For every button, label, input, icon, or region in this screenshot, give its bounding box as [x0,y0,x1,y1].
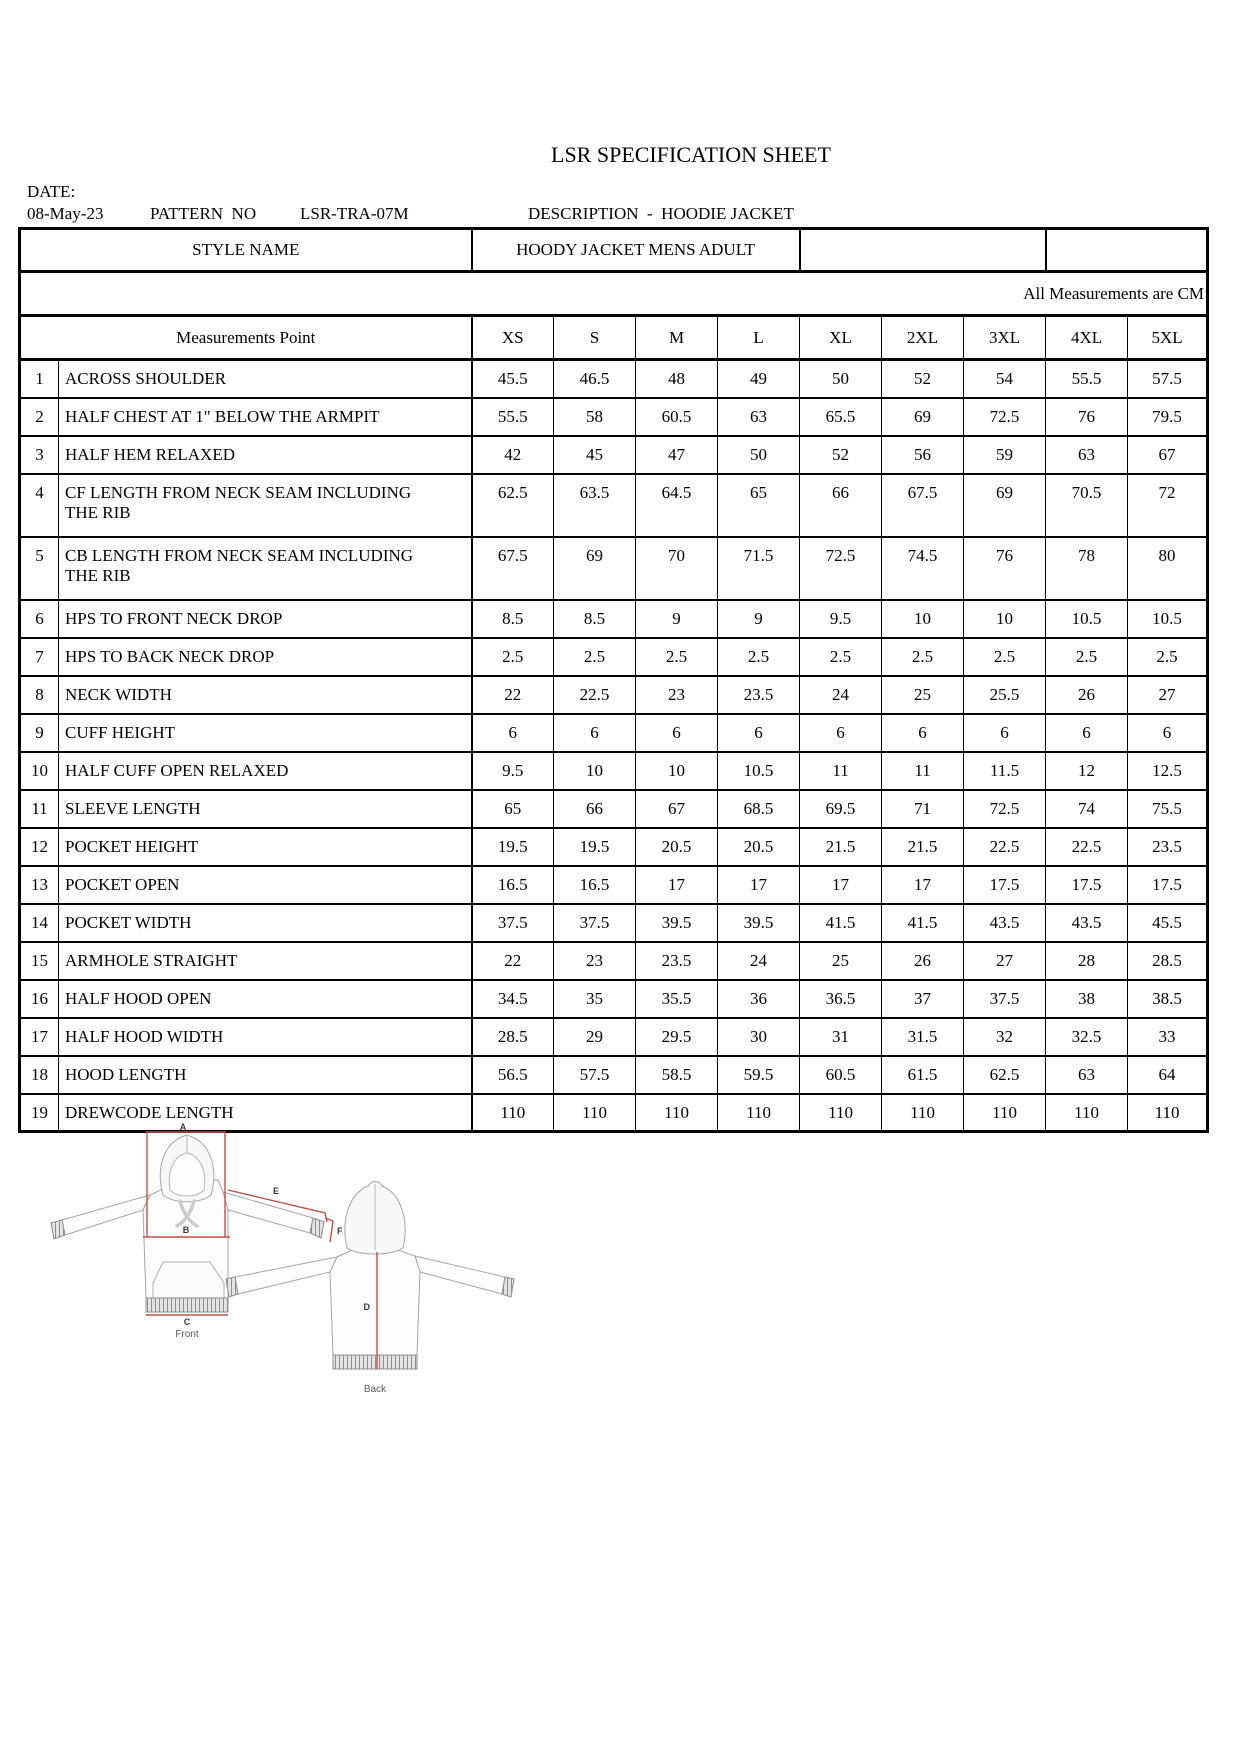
measurement-value-cell: 23 [554,942,636,980]
measurement-value-cell: 28.5 [472,1018,554,1056]
measurement-value-cell: 20.5 [718,828,800,866]
measurement-value-cell: 22 [472,942,554,980]
table-row [20,714,1208,752]
measurement-value-cell: 37 [882,980,964,1018]
row-number-cell: 8 [20,676,59,714]
front-view-label: Front [175,1329,199,1340]
measurement-value-cell: 17 [718,866,800,904]
measurement-name-cell: NECK WIDTH [59,676,472,714]
measurement-value-cell: 71 [882,790,964,828]
measurement-value-cell: 23.5 [1128,828,1208,866]
date-label: DATE: [27,182,76,201]
size-column-header: 4XL [1046,316,1128,360]
table-row [20,360,1208,398]
measurement-name-cell: HALF CUFF OPEN RELAXED [59,752,472,790]
row-number-cell: 19 [20,1094,59,1132]
measurement-value-cell: 35 [554,980,636,1018]
measurement-value-cell: 36.5 [800,980,882,1018]
measurement-value-cell: 65 [472,790,554,828]
front-right-sleeve [223,1192,313,1233]
units-note-row [20,272,1208,316]
size-column-header: M [636,316,718,360]
measurement-value-cell: 66 [800,474,882,537]
measurement-value-cell: 19.5 [554,828,636,866]
measurement-value-cell: 6 [472,714,554,752]
front-hem-rib [146,1298,228,1312]
measurement-value-cell: 17.5 [1128,866,1208,904]
measurement-value-cell: 55.5 [1046,360,1128,398]
measurement-value-cell: 2.5 [472,638,554,676]
measurement-value-cell: 55.5 [472,398,554,436]
size-column-header: 5XL [1128,316,1208,360]
measurement-value-cell: 110 [718,1094,800,1132]
measurement-value-cell: 72 [1128,474,1208,537]
measurement-value-cell: 27 [1128,676,1208,714]
measurement-value-cell: 17.5 [1046,866,1128,904]
measurement-value-cell: 52 [882,360,964,398]
table-row [20,537,1208,600]
measurement-value-cell: 69.5 [800,790,882,828]
measurement-value-cell: 47 [636,436,718,474]
measurement-value-cell: 63 [718,398,800,436]
measurement-value-cell: 71.5 [718,537,800,600]
row-number-cell: 14 [20,904,59,942]
measurement-value-cell: 63.5 [554,474,636,537]
measurement-value-cell: 45.5 [1128,904,1208,942]
size-column-header: XS [472,316,554,360]
measurement-value-cell: 26 [1046,676,1128,714]
measurement-value-cell: 25 [800,942,882,980]
measurement-value-cell: 6 [1046,714,1128,752]
table-row [20,600,1208,638]
size-column-header: L [718,316,800,360]
measurement-value-cell: 12 [1046,752,1128,790]
measurement-value-cell: 16.5 [472,866,554,904]
marker-f-label: F [337,1226,343,1236]
measurement-value-cell: 74 [1046,790,1128,828]
row-number-cell: 15 [20,942,59,980]
measurement-value-cell: 30 [718,1018,800,1056]
row-number-cell: 4 [20,474,59,537]
measurement-value-cell: 10 [964,600,1046,638]
measurement-value-cell: 23.5 [636,942,718,980]
measurement-value-cell: 62.5 [964,1056,1046,1094]
measurement-value-cell: 110 [472,1094,554,1132]
front-pocket [153,1262,224,1298]
measurement-value-cell: 19.5 [472,828,554,866]
measurement-value-cell: 2.5 [1128,638,1208,676]
measurement-value-cell: 27 [964,942,1046,980]
measurement-value-cell: 22.5 [964,828,1046,866]
measurement-value-cell: 34.5 [472,980,554,1018]
back-right-sleeve [415,1256,505,1294]
garment-diagram [30,1122,530,1422]
measurement-value-cell: 2.5 [1046,638,1128,676]
measurement-value-cell: 32.5 [1046,1018,1128,1056]
measurement-value-cell: 70.5 [1046,474,1128,537]
measurement-value-cell: 64.5 [636,474,718,537]
measurement-value-cell: 2.5 [882,638,964,676]
style-name-value-cell: HOODY JACKET MENS ADULT [472,229,800,272]
measurement-value-cell: 42 [472,436,554,474]
measurement-value-cell: 22.5 [1046,828,1128,866]
measurement-value-cell: 10.5 [1046,600,1128,638]
measurement-value-cell: 23.5 [718,676,800,714]
marker-a-label: A [179,1122,187,1132]
measurement-value-cell: 6 [964,714,1046,752]
measurement-value-cell: 67 [1128,436,1208,474]
measurement-value-cell: 31 [800,1018,882,1056]
measurement-name-cell: HALF HEM RELAXED [59,436,472,474]
measurement-value-cell: 70 [636,537,718,600]
measurement-value-cell: 43.5 [1046,904,1128,942]
measurement-value-cell: 23 [636,676,718,714]
measurement-value-cell: 56.5 [472,1056,554,1094]
measurement-value-cell: 110 [964,1094,1046,1132]
measurement-value-cell: 6 [554,714,636,752]
measurement-value-cell: 21.5 [800,828,882,866]
measurement-value-cell: 49 [718,360,800,398]
measurement-name-cell: POCKET HEIGHT [59,828,472,866]
measurement-value-cell: 36 [718,980,800,1018]
measurement-value-cell: 60.5 [636,398,718,436]
measurement-value-cell: 46.5 [554,360,636,398]
row-number-cell: 6 [20,600,59,638]
measurement-value-cell: 6 [800,714,882,752]
measurement-table-body [20,360,1208,1132]
measurement-value-cell: 75.5 [1128,790,1208,828]
table-row [20,904,1208,942]
table-row [20,436,1208,474]
page-title: LSR SPECIFICATION SHEET [551,142,831,167]
table-row [20,398,1208,436]
row-number-cell: 10 [20,752,59,790]
measurement-value-cell: 26 [882,942,964,980]
measurement-value-cell: 58 [554,398,636,436]
measurement-value-cell: 25.5 [964,676,1046,714]
measurement-value-cell: 110 [800,1094,882,1132]
measurement-value-cell: 45.5 [472,360,554,398]
measurement-value-cell: 50 [800,360,882,398]
style-row-empty-cell-2 [1046,229,1208,272]
row-number-cell: 9 [20,714,59,752]
measurement-value-cell: 32 [964,1018,1046,1056]
measurement-value-cell: 57.5 [1128,360,1208,398]
measurement-value-cell: 59.5 [718,1056,800,1094]
row-number-cell: 16 [20,980,59,1018]
measurement-value-cell: 29.5 [636,1018,718,1056]
table-row [20,676,1208,714]
measurement-value-cell: 17 [882,866,964,904]
table-row [20,942,1208,980]
back-left-sleeve [235,1257,337,1294]
measurement-value-cell: 6 [636,714,718,752]
back-view-label: Back [363,1384,387,1395]
measurement-value-cell: 22 [472,676,554,714]
measurement-value-cell: 11.5 [964,752,1046,790]
measurement-name-cell: POCKET OPEN [59,866,472,904]
measurement-value-cell: 11 [882,752,964,790]
measurement-name-cell: ARMHOLE STRAIGHT [59,942,472,980]
measurement-value-cell: 17 [636,866,718,904]
style-name-label-cell: STYLE NAME [20,229,472,272]
measurement-value-cell: 10.5 [718,752,800,790]
measurement-value-cell: 9 [718,600,800,638]
table-row [20,474,1208,537]
measurement-value-cell: 69 [554,537,636,600]
table-row [20,638,1208,676]
measurement-value-cell: 31.5 [882,1018,964,1056]
measurement-value-cell: 17.5 [964,866,1046,904]
row-number-cell: 18 [20,1056,59,1094]
measurement-value-cell: 35.5 [636,980,718,1018]
measurement-value-cell: 38 [1046,980,1128,1018]
measurement-value-cell: 6 [882,714,964,752]
measurement-name-cell: HALF HOOD WIDTH [59,1018,472,1056]
measurement-value-cell: 68.5 [718,790,800,828]
row-number-cell: 13 [20,866,59,904]
measurement-value-cell: 65 [718,474,800,537]
table-row [20,828,1208,866]
measurement-value-cell: 110 [1128,1094,1208,1132]
measurement-value-cell: 45 [554,436,636,474]
measurement-value-cell: 2.5 [964,638,1046,676]
measurement-value-cell: 2.5 [800,638,882,676]
measurement-value-cell: 110 [1046,1094,1128,1132]
measurement-value-cell: 80 [1128,537,1208,600]
measurement-value-cell: 37.5 [964,980,1046,1018]
measurement-value-cell: 50 [718,436,800,474]
measurement-value-cell: 54 [964,360,1046,398]
marker-c-label: C [183,1317,191,1327]
measurement-value-cell: 72.5 [964,790,1046,828]
measurement-value-cell: 67.5 [882,474,964,537]
measurements-point-header: Measurements Point [20,316,472,360]
table-row [20,980,1208,1018]
measurement-value-cell: 69 [964,474,1046,537]
row-number-cell: 7 [20,638,59,676]
measurement-value-cell: 25 [882,676,964,714]
measurement-value-cell: 8.5 [472,600,554,638]
measurement-name-cell: HALF CHEST AT 1" BELOW THE ARMPIT [59,398,472,436]
measurement-value-cell: 17 [800,866,882,904]
measurement-value-cell: 9.5 [800,600,882,638]
back-torso [330,1250,420,1355]
size-column-header: XL [800,316,882,360]
measurement-value-cell: 72.5 [800,537,882,600]
row-number-cell: 11 [20,790,59,828]
measurement-value-cell: 2.5 [718,638,800,676]
marker-e-label: E [272,1186,280,1196]
measurement-name-cell: CF LENGTH FROM NECK SEAM INCLUDING THE RIB [59,474,472,537]
measurement-value-cell: 61.5 [882,1056,964,1094]
measurement-name-cell: HALF HOOD OPEN [59,980,472,1018]
measurement-value-cell: 76 [964,537,1046,600]
measurement-name-cell: SLEEVE LENGTH [59,790,472,828]
measurement-value-cell: 24 [718,942,800,980]
measurement-value-cell: 38.5 [1128,980,1208,1018]
measurement-name-cell: HOOD LENGTH [59,1056,472,1094]
measurement-value-cell: 65.5 [800,398,882,436]
marker-d-label: D [363,1302,370,1312]
measurement-value-cell: 67.5 [472,537,554,600]
measurement-name-cell: HPS TO BACK NECK DROP [59,638,472,676]
measurement-value-cell: 33 [1128,1018,1208,1056]
measurement-value-cell: 20.5 [636,828,718,866]
row-number-cell: 2 [20,398,59,436]
table-row [20,1056,1208,1094]
measurement-name-cell: POCKET WIDTH [59,904,472,942]
table-row [20,866,1208,904]
measurement-value-cell: 16.5 [554,866,636,904]
measurement-value-cell: 29 [554,1018,636,1056]
measurement-value-cell: 28.5 [1128,942,1208,980]
front-hoodie-drawing [51,1135,324,1312]
table-row [20,1018,1208,1056]
measurement-value-cell: 2.5 [636,638,718,676]
style-name-row [20,229,1208,272]
measurement-value-cell: 2.5 [554,638,636,676]
measurement-value-cell: 12.5 [1128,752,1208,790]
measurement-value-cell: 76 [1046,398,1128,436]
table-row [20,752,1208,790]
row-number-cell: 1 [20,360,59,398]
row-number-cell: 17 [20,1018,59,1056]
measurement-value-cell: 72.5 [964,398,1046,436]
pattern-no-value: LSR-TRA-07M [300,204,409,223]
description-text: DESCRIPTION - HOODIE JACKET [528,204,794,223]
column-header-row [20,316,1208,360]
row-number-cell: 12 [20,828,59,866]
measurement-value-cell: 11 [800,752,882,790]
measurement-value-cell: 67 [636,790,718,828]
size-column-header: S [554,316,636,360]
measurement-value-cell: 10 [636,752,718,790]
measurement-value-cell: 48 [636,360,718,398]
style-row-empty-cell-1 [800,229,1046,272]
measurement-value-cell: 9 [636,600,718,638]
units-note-cell: All Measurements are CM [20,272,1208,316]
measurement-value-cell: 37.5 [472,904,554,942]
measurement-value-cell: 10 [554,752,636,790]
measurement-name-cell: CUFF HEIGHT [59,714,472,752]
measurement-value-cell: 8.5 [554,600,636,638]
measurement-value-cell: 74.5 [882,537,964,600]
size-column-header: 3XL [964,316,1046,360]
measurement-value-cell: 62.5 [472,474,554,537]
measurement-value-cell: 58.5 [636,1056,718,1094]
measurement-name-cell: CB LENGTH FROM NECK SEAM INCLUDING THE RIB [59,537,472,600]
measurement-value-cell: 57.5 [554,1056,636,1094]
measurement-value-cell: 60.5 [800,1056,882,1094]
measurement-value-cell: 79.5 [1128,398,1208,436]
date-value: 08-May-23 [27,204,104,223]
measurement-name-cell: DREWCODE LENGTH [59,1094,472,1132]
measurement-value-cell: 28 [1046,942,1128,980]
measurement-value-cell: 69 [882,398,964,436]
measurement-value-cell: 110 [882,1094,964,1132]
measurement-value-cell: 59 [964,436,1046,474]
measurement-value-cell: 6 [718,714,800,752]
measurement-value-cell: 6 [1128,714,1208,752]
measurement-value-cell: 56 [882,436,964,474]
front-left-cuff [51,1220,65,1239]
back-hem-rib [333,1355,417,1369]
measurement-value-cell: 39.5 [636,904,718,942]
front-right-cuff [310,1218,324,1238]
measurement-value-cell: 63 [1046,436,1128,474]
measurement-value-cell: 41.5 [882,904,964,942]
table-row [20,790,1208,828]
measurement-value-cell: 78 [1046,537,1128,600]
size-column-header: 2XL [882,316,964,360]
measurement-value-cell: 22.5 [554,676,636,714]
measurement-value-cell: 43.5 [964,904,1046,942]
measurement-value-cell: 64 [1128,1056,1208,1094]
measurement-name-cell: HPS TO FRONT NECK DROP [59,600,472,638]
measurement-value-cell: 21.5 [882,828,964,866]
measurement-value-cell: 10 [882,600,964,638]
pattern-no-label: PATTERN NO [150,204,257,223]
measurement-value-cell: 52 [800,436,882,474]
measurement-value-cell: 37.5 [554,904,636,942]
measurement-value-cell: 10.5 [1128,600,1208,638]
row-number-cell: 5 [20,537,59,600]
measurement-value-cell: 63 [1046,1056,1128,1094]
measurement-spec-table [18,227,1209,1133]
measurement-value-cell: 110 [554,1094,636,1132]
measurement-value-cell: 24 [800,676,882,714]
measurement-value-cell: 41.5 [800,904,882,942]
front-left-sleeve [62,1195,150,1235]
measurement-value-cell: 110 [636,1094,718,1132]
marker-b-label: B [182,1225,190,1235]
measurement-value-cell: 66 [554,790,636,828]
measurement-value-cell: 9.5 [472,752,554,790]
measurement-value-cell: 39.5 [718,904,800,942]
measurement-name-cell: ACROSS SHOULDER [59,360,472,398]
row-number-cell: 3 [20,436,59,474]
